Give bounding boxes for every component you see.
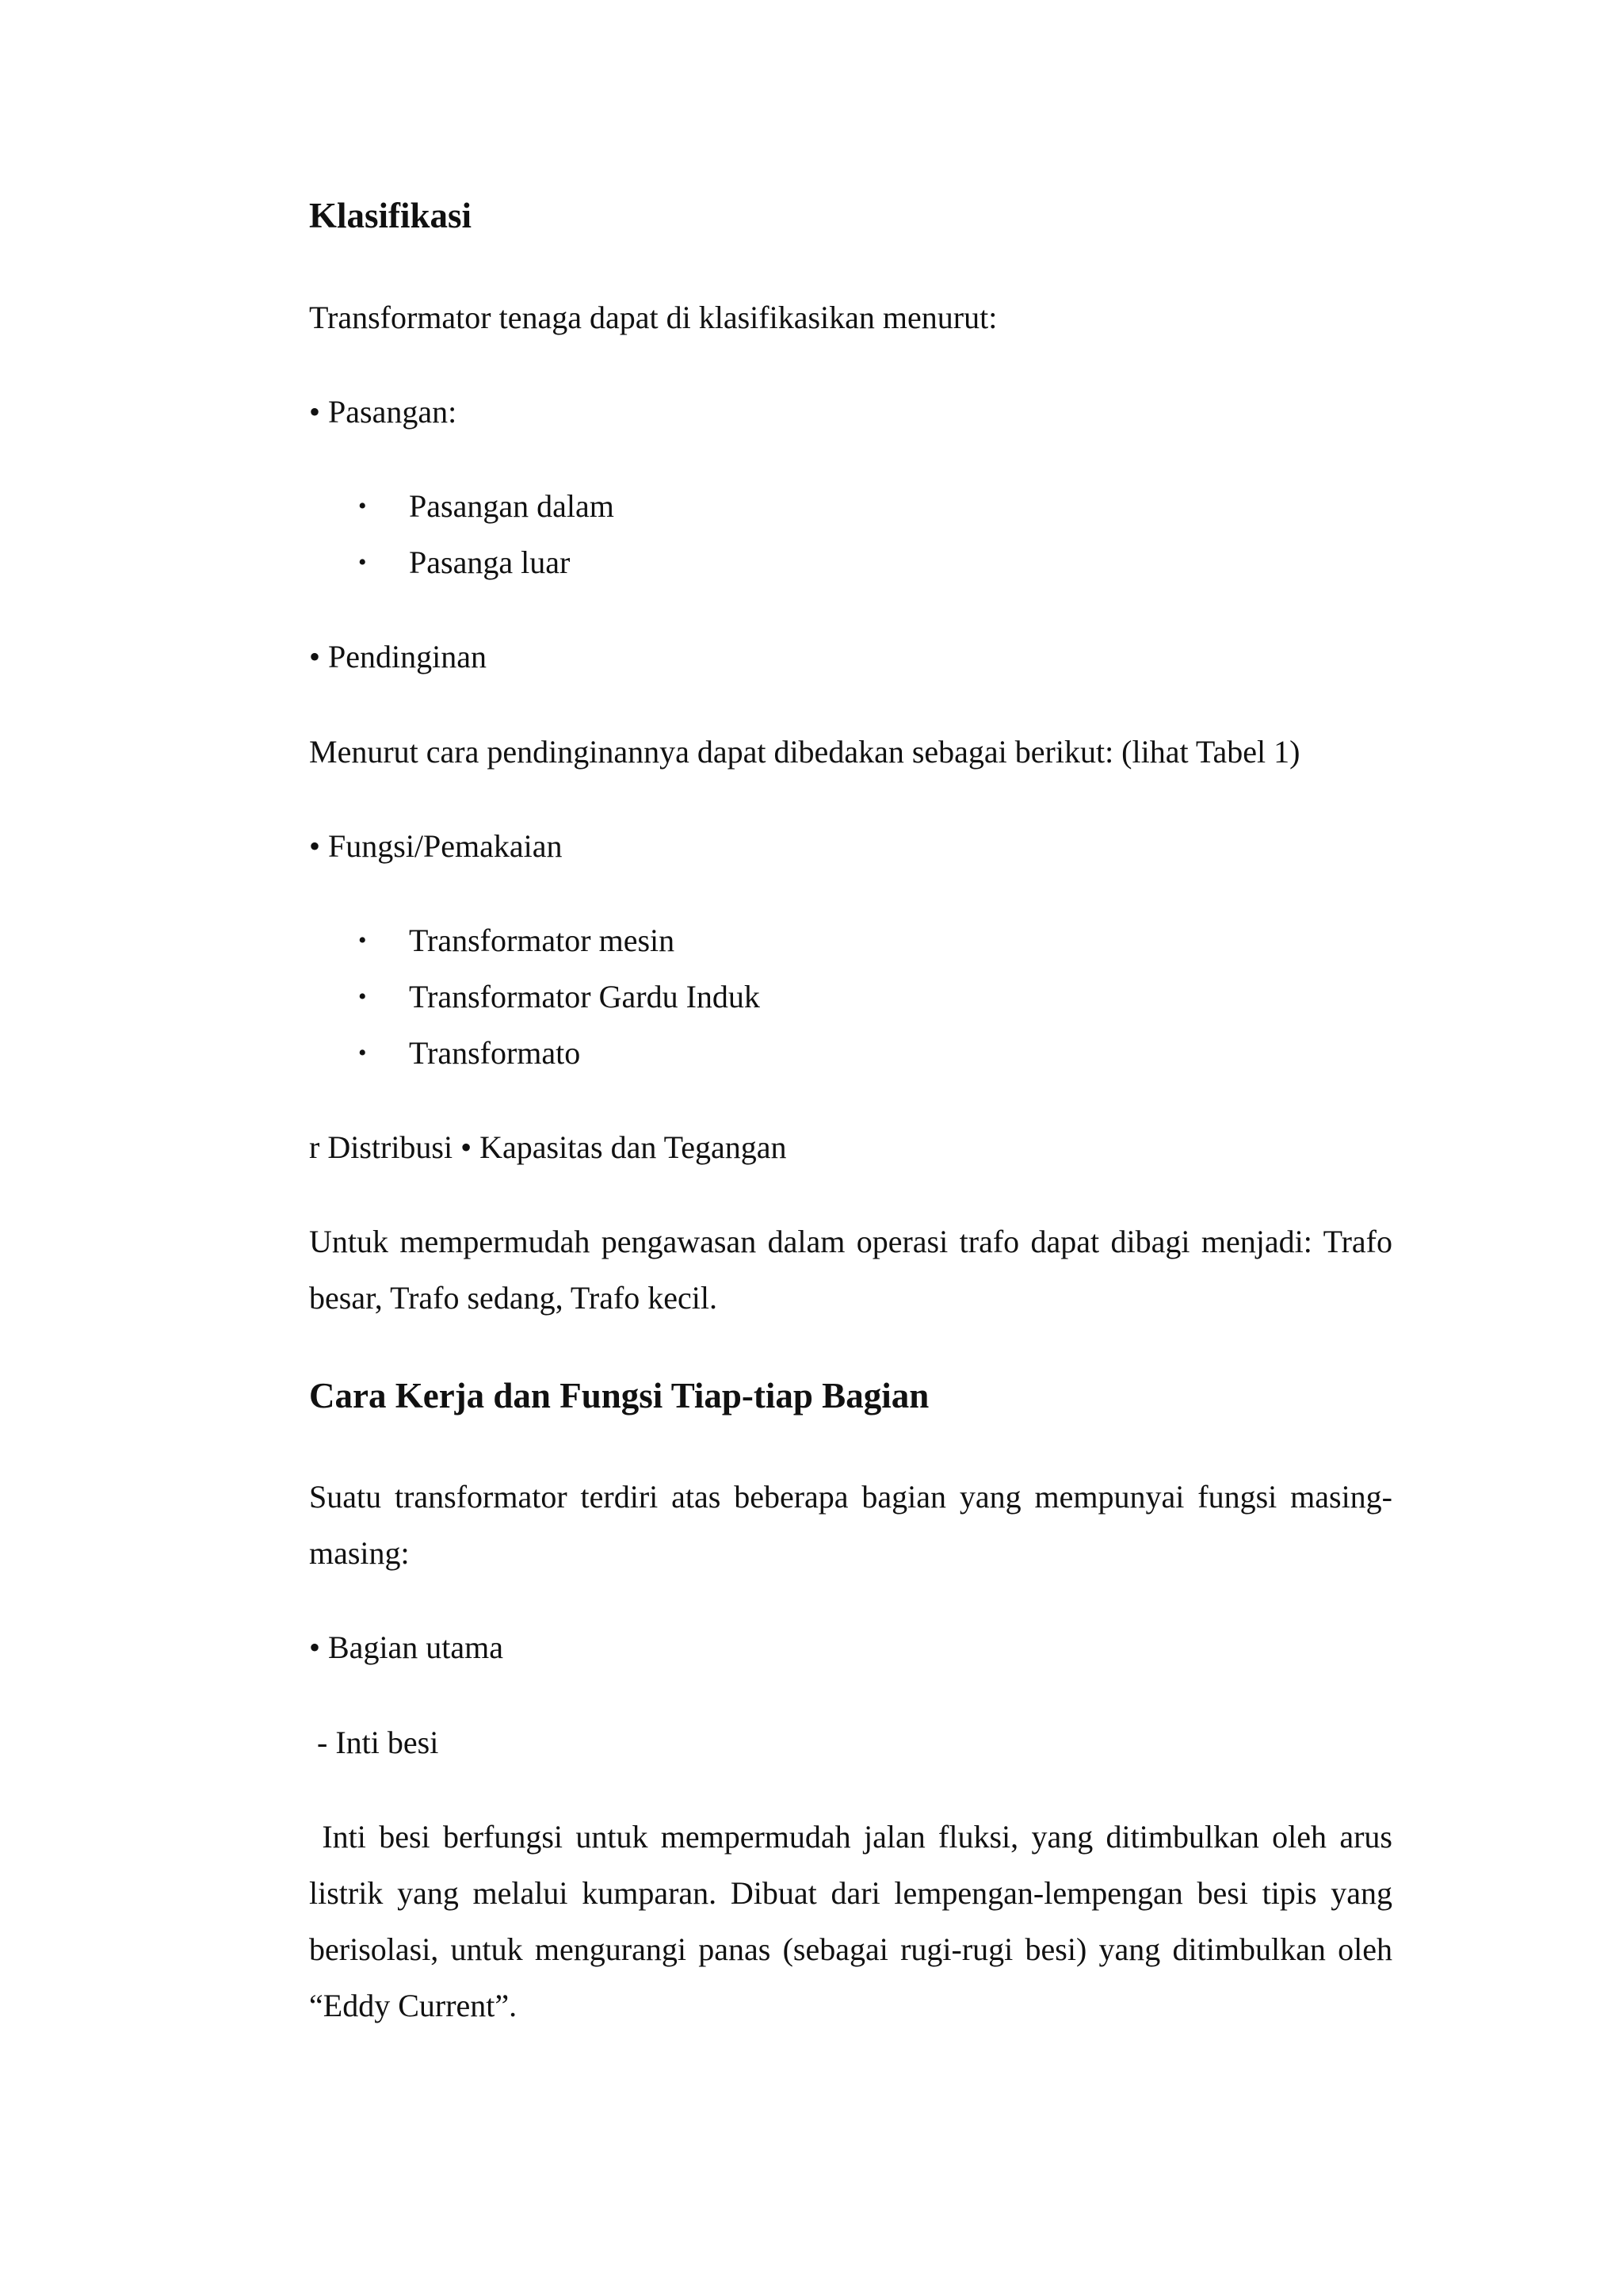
distribusi-line: r Distribusi • Kapasitas dan Tegangan (309, 1129, 787, 1165)
list-item-label: Transformato (409, 1035, 581, 1071)
intro-paragraph: Transformator tenaga dapat di klasifikasikan menurut: (309, 300, 998, 335)
list-item (358, 1034, 580, 1072)
heading-cara-kerja: Cara Kerja dan Fungsi Tiap-tiap Bagian (309, 1376, 930, 1415)
bullet-icon: • (358, 549, 367, 575)
list-item (358, 922, 674, 960)
cara-kerja-paragraph: Suatu transformator terdiri atas beberapa bagian yang mempunyai fungsi masing-masing: (309, 1479, 1392, 1571)
bullet-icon: • (358, 984, 367, 1010)
fungsi-label: • Fungsi/Pemakaian (309, 828, 563, 864)
inti-besi-paragraph: Inti besi berfungsi untuk mempermudah jalan fluksi, yang ditimbulkan oleh arus listrik yang melalui kumparan. Dibuat dari lempengan-lempengan besi tipis yang berisolasi, untuk mengurangi panas (sebagai rugi-rugi besi) yang ditimbulkan oleh “Eddy Current”. (309, 1819, 1401, 2023)
pendinginan-label: • Pendinginan (309, 639, 487, 674)
list-item-label: Transformator mesin (409, 923, 675, 958)
bullet-icon: • (358, 493, 367, 519)
bullet-icon: • (358, 927, 367, 953)
list-item-label: Pasangan dalam (409, 488, 614, 524)
list-item-label: Pasanga luar (409, 544, 571, 580)
pasangan-label: • Pasangan: (309, 394, 457, 430)
bagian-utama-label: • Bagian utama (309, 1629, 504, 1665)
list-item (358, 487, 614, 525)
list-item (358, 978, 760, 1016)
list-item (358, 544, 570, 582)
bullet-icon: • (358, 1040, 367, 1066)
heading-klasifikasi: Klasifikasi (309, 196, 472, 235)
inti-besi-label: - Inti besi (309, 1725, 439, 1760)
kapasitas-paragraph: Untuk mempermudah pengawasan dalam operasi trafo dapat dibagi menjadi: Trafo besar, Trafo sedang, Trafo kecil. (309, 1224, 1392, 1316)
list-item-label: Transformator Gardu Induk (409, 979, 760, 1014)
pendinginan-paragraph: Menurut cara pendinginannya dapat dibedakan sebagai berikut: (lihat Tabel 1) (309, 734, 1300, 770)
